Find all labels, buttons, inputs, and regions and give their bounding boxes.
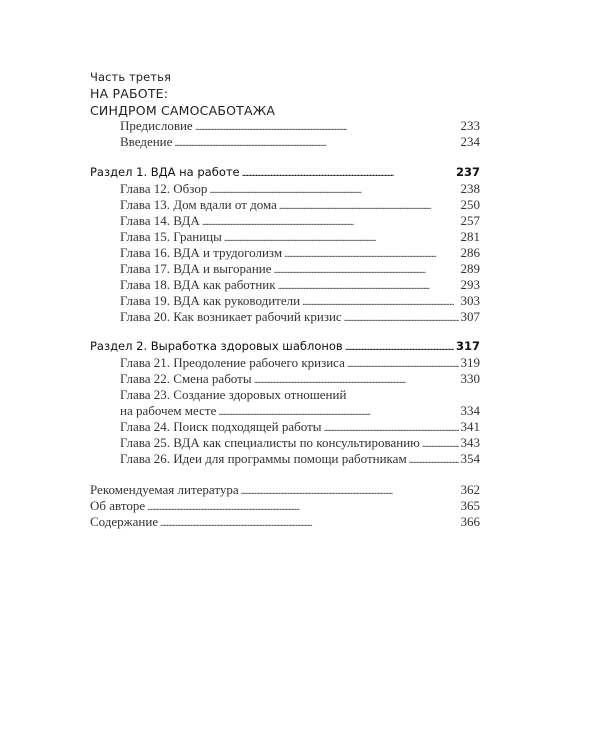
chapter-page: 330: [460, 371, 480, 386]
chapter-page: 354: [460, 451, 480, 466]
toc-entry-preface[interactable]: [120, 118, 480, 134]
leader-dots: [274, 264, 459, 276]
leader-dots: [345, 341, 454, 353]
chapter-page: 303: [460, 293, 480, 308]
chapter-label: Глава 24. Поиск подходящей работы: [120, 419, 322, 434]
toc-entry-page: 366: [460, 514, 480, 529]
chapter-page: 293: [460, 277, 480, 292]
chapter-page: 334: [460, 403, 480, 418]
chapter-label: Глава 18. ВДА как работник: [120, 277, 276, 292]
chapter-label: Глава 17. ВДА и выгорание: [120, 261, 272, 276]
leader-dots: [202, 216, 459, 228]
toc-entry-recommended-literature[interactable]: [90, 482, 480, 498]
chapter-page: 319: [460, 355, 480, 370]
toc-chapter-22[interactable]: [120, 371, 480, 387]
leader-dots: [347, 358, 459, 370]
toc-entry-label: Введение: [120, 134, 173, 149]
leader-dots: [284, 248, 458, 260]
toc-chapter-17[interactable]: [120, 261, 480, 277]
section-page: 317: [455, 339, 480, 353]
leader-dots: [218, 406, 458, 418]
leader-dots: [147, 501, 458, 513]
toc-entry-page: 234: [460, 134, 480, 149]
leader-dots: [324, 422, 459, 434]
section-label: Раздел 1. ВДА на работе: [90, 165, 240, 179]
chapter-page: 250: [460, 197, 480, 212]
leader-dots: [302, 296, 458, 308]
chapter-label: Глава 22. Смена работы: [120, 371, 252, 386]
section-page: 237: [455, 165, 480, 179]
leader-dots: [278, 280, 459, 292]
toc-entry-label: Об авторе: [90, 498, 146, 513]
chapter-label: Глава 14. ВДА: [120, 213, 200, 228]
toc-entry-about-author[interactable]: [90, 498, 480, 514]
part-label: Часть третья: [90, 70, 172, 84]
chapter-label: Глава 19. ВДА как руководители: [120, 293, 301, 308]
section-label: Раздел 2. Выработка здоровых шаблонов: [90, 339, 343, 353]
leader-dots: [422, 438, 459, 450]
chapter-page: 341: [460, 419, 480, 434]
leader-dots: [344, 312, 459, 324]
leader-dots: [242, 167, 454, 179]
toc-chapter-24[interactable]: [120, 419, 480, 435]
chapter-page: 238: [460, 181, 480, 196]
toc-chapter-12[interactable]: [120, 181, 480, 197]
chapter-page: 307: [460, 309, 480, 324]
toc-chapter-18[interactable]: [120, 277, 480, 293]
toc-entry-contents[interactable]: [90, 514, 480, 530]
leader-dots: [279, 200, 459, 212]
chapter-label: на рабочем месте: [120, 403, 217, 418]
toc-entry-page: 233: [460, 118, 480, 133]
chapter-page: 286: [460, 245, 480, 260]
leader-dots: [241, 485, 459, 497]
leader-dots: [209, 184, 458, 196]
toc-chapter-21[interactable]: [120, 355, 480, 371]
chapter-23-label-line-1[interactable]: Глава 23. Создание здоровых отношений: [120, 387, 347, 402]
toc-section-2[interactable]: [90, 339, 480, 355]
toc-entry-label: Предисловие: [120, 118, 193, 133]
chapter-label: Глава 15. Границы: [120, 229, 222, 244]
chapter-label: Глава 21. Преодоление рабочего кризиса: [120, 355, 345, 370]
toc-chapter-25[interactable]: [120, 435, 480, 451]
chapter-label: Глава 26. Идеи для программы помощи работникам: [120, 451, 407, 466]
toc-chapter-14[interactable]: [120, 213, 480, 229]
toc-section-1[interactable]: [90, 165, 480, 181]
leader-dots: [409, 454, 459, 466]
toc-entry-introduction[interactable]: [120, 134, 480, 150]
chapter-label: Глава 20. Как возникает рабочий кризис: [120, 309, 342, 324]
toc-entry-label: Рекомендуемая литература: [90, 482, 239, 497]
toc-entry-label: Содержание: [90, 514, 159, 529]
chapter-label: Глава 25. ВДА как специалисты по консультированию: [120, 435, 420, 450]
toc-chapter-26[interactable]: [120, 451, 480, 467]
chapter-label: Глава 16. ВДА и трудоголизм: [120, 245, 283, 260]
toc-chapter-16[interactable]: [120, 245, 480, 261]
chapter-page: 257: [460, 213, 480, 228]
part-title-line-1: НА РАБОТЕ:: [90, 86, 169, 101]
leader-dots: [254, 374, 459, 386]
toc-entry-page: 362: [460, 482, 480, 497]
toc-chapter-15[interactable]: [120, 229, 480, 245]
toc-chapter-23[interactable]: [120, 403, 480, 419]
part-title-line-2: СИНДРОМ САМОСАБОТАЖА: [90, 103, 276, 118]
chapter-page: 289: [460, 261, 480, 276]
toc-chapter-19[interactable]: [120, 293, 480, 309]
chapter-label: Глава 13. Дом вдали от дома: [120, 197, 277, 212]
leader-dots: [195, 121, 459, 133]
leader-dots: [224, 232, 459, 244]
toc-chapter-20[interactable]: [120, 309, 480, 325]
chapter-label: Глава 12. Обзор: [120, 181, 208, 196]
leader-dots: [174, 137, 458, 149]
toc-chapter-13[interactable]: [120, 197, 480, 213]
chapter-page: 281: [460, 229, 480, 244]
chapter-page: 343: [460, 435, 480, 450]
leader-dots: [160, 517, 458, 529]
toc-entry-page: 365: [460, 498, 480, 513]
